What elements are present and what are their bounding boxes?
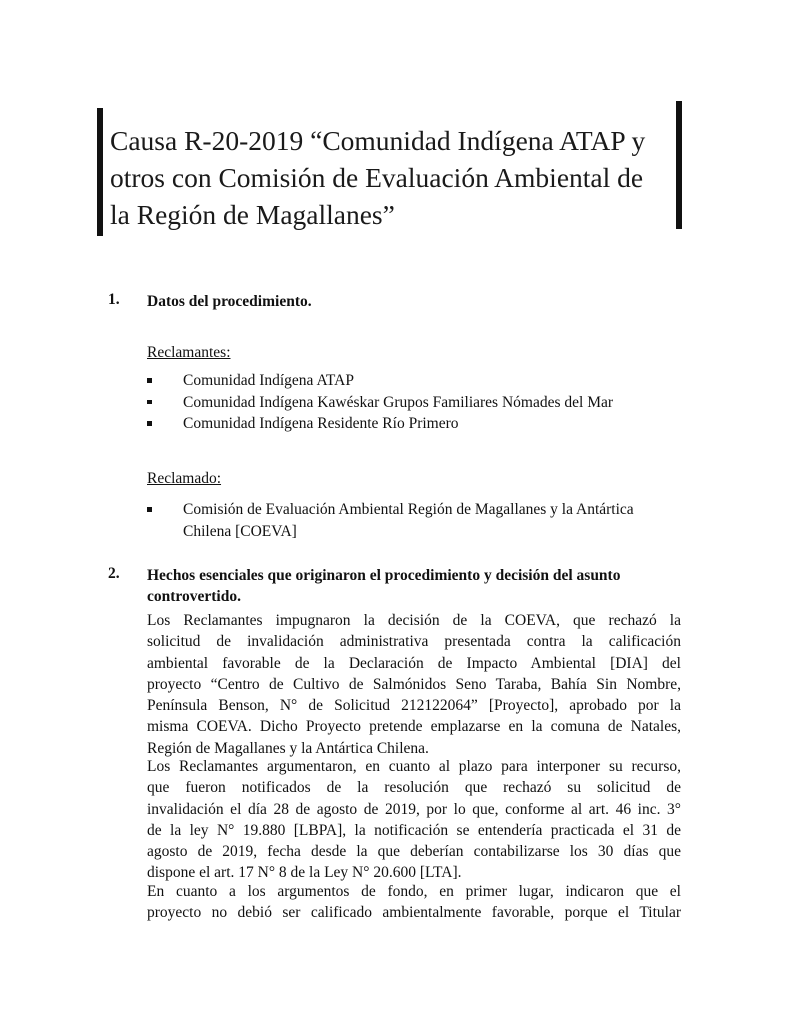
paragraph-line: Región de Magallanes y la Antártica Chilena. (147, 739, 429, 757)
paragraph-line: misma COEVA. Dicho Proyecto pretende emplazarse en la comuna de Natales, (147, 718, 681, 736)
paragraph-line: agosto de 2019, fecha desde la que deberían contabilizarse los 30 días que (147, 843, 681, 861)
list-item (147, 392, 613, 414)
paragraph (147, 610, 681, 759)
claimants-list (147, 370, 613, 435)
section-2-heading (147, 565, 681, 607)
paragraph-line: solicitud de invalidación administrativa presentada contra la calificación (147, 633, 681, 651)
claimant-name: Comunidad Indígena ATAP (183, 372, 354, 389)
title-line: Causa R-20-2019 “Comunidad Indígena ATAP y (110, 125, 646, 156)
claimant-name: Comunidad Indígena Residente Río Primero (183, 415, 459, 432)
section-2-heading-line: Hechos esenciales que originaron el procedimiento y decisión del asunto (147, 567, 621, 584)
respondent-label: Reclamado: (147, 470, 222, 487)
paragraph-line: proyecto “Centro de Cultivo de Salmónidos Seno Taraba, Bahía Sin Nombre, (147, 675, 681, 693)
title-right-bar (676, 101, 682, 229)
title-left-bar (97, 108, 103, 236)
paragraph-line: Los Reclamantes argumentaron, en cuanto al plazo para interponer su recurso, (147, 758, 681, 775)
section-1-heading: Datos del procedimiento. (147, 293, 312, 310)
title-line: la Región de Magallanes” (110, 199, 395, 230)
list-item (147, 370, 613, 392)
paragraph-line: dispone el art. 17 N° 8 de la Ley N° 20.600 [LTA]. (147, 864, 462, 882)
paragraph-line: ambiental favorable de la Declaración de Impacto Ambiental [DIA] del (147, 654, 681, 672)
paragraph (147, 756, 681, 884)
list-item (147, 499, 634, 542)
paragraph-line: que fueron notificados de la resolución que rechazó su solicitud de (147, 779, 681, 797)
paragraph-line: invalidación el día 28 de agosto de 2019, por lo que, conforme al art. 46 inc. 3° (147, 800, 681, 818)
paragraph-line: Los Reclamantes impugnaron la decisión de la COEVA, que rechazó la (147, 612, 681, 629)
respondent-list (147, 499, 634, 542)
section-2-heading-line: controvertido. (147, 588, 241, 605)
bullet-square-icon (147, 400, 152, 405)
document-title (110, 122, 670, 233)
title-line: otros con Comisión de Evaluación Ambiental de (110, 162, 644, 193)
paragraph-line: de la ley N° 19.880 [LBPA], la notificación se entendería practicada el 31 de (147, 821, 681, 839)
claimants-label: Reclamantes: (147, 344, 231, 361)
section-2-number: 2. (108, 565, 120, 582)
claimant-name: Comunidad Indígena Kawéskar Grupos Familiares Nómades del Mar (183, 393, 614, 411)
bullet-square-icon (147, 378, 152, 383)
respondent-line: Comisión de Evaluación Ambiental Región de Magallanes y la Antártica (183, 501, 634, 518)
paragraph-line: proyecto no debió ser calificado ambientalmente favorable, porque el Titular (147, 904, 681, 922)
list-item (147, 413, 613, 435)
respondent-line: Chilena [COEVA] (183, 522, 297, 540)
paragraph (147, 881, 681, 924)
bullet-square-icon (147, 421, 152, 426)
paragraph-line: En cuanto a los argumentos de fondo, en primer lugar, indicaron que el (147, 883, 681, 900)
paragraph-line: Península Benson, N° de Solicitud 212122064” [Proyecto], aprobado por la (147, 697, 681, 715)
section-1-number: 1. (108, 291, 120, 308)
bullet-square-icon (147, 507, 152, 512)
